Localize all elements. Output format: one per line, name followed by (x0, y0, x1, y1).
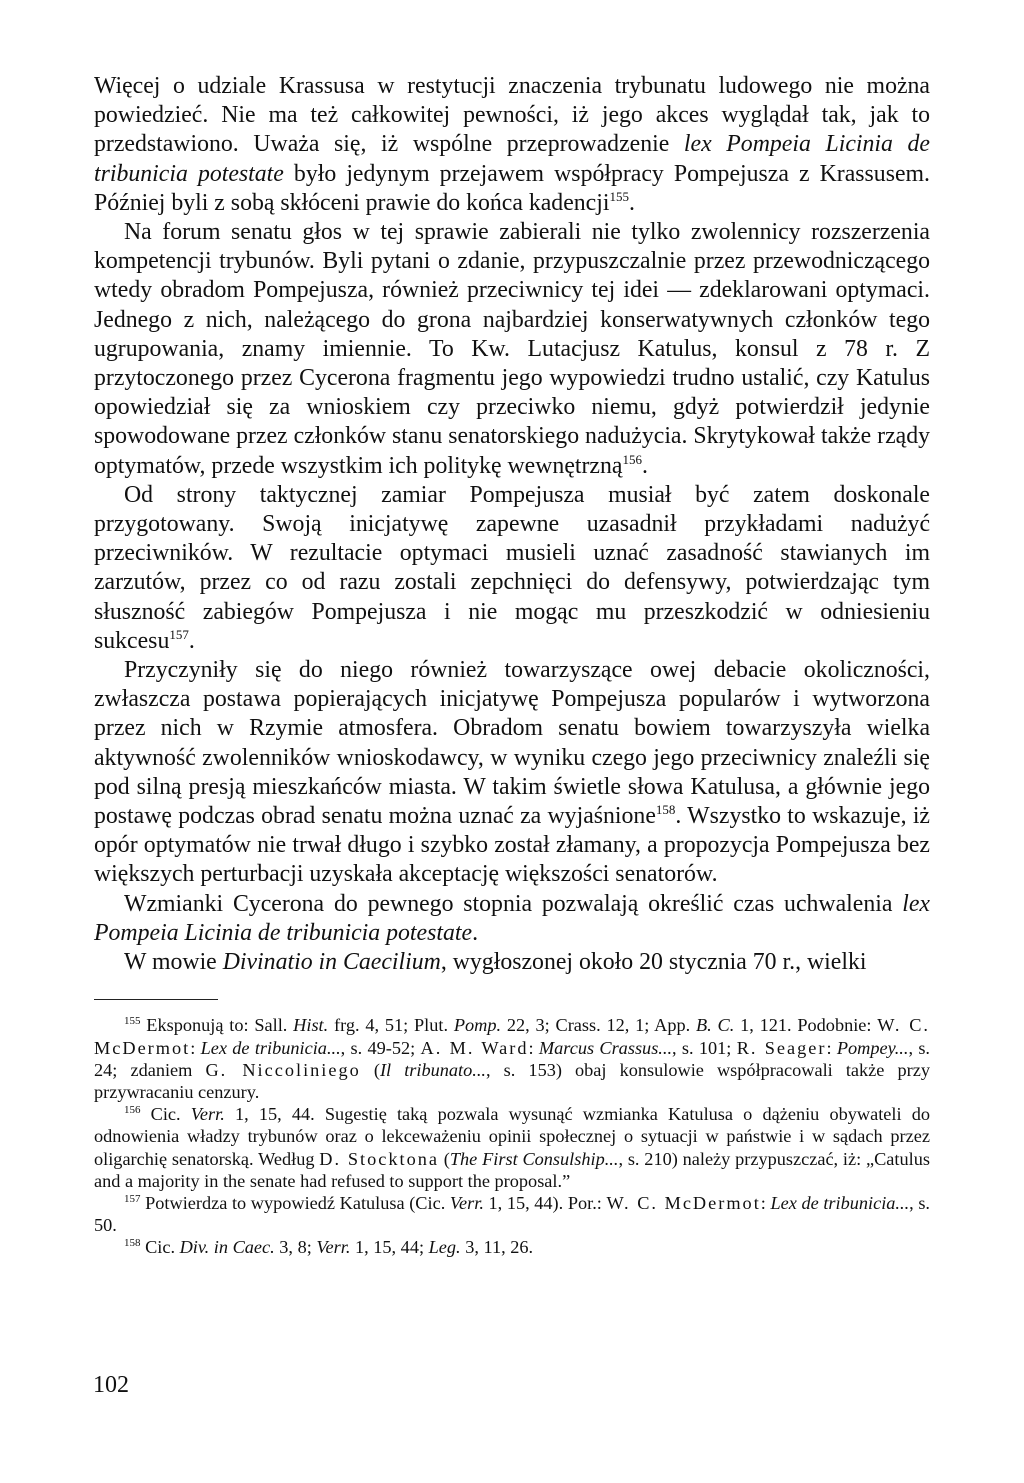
italic-run: Verr. (449, 1192, 484, 1213)
footnote-ref-155[interactable]: 155 (609, 188, 629, 204)
author-name: W. C. McDermot (94, 1015, 930, 1058)
text-run: : (528, 1037, 539, 1058)
paragraph (94, 948, 930, 977)
footnote-number: 156 (124, 1104, 141, 1117)
text-run: 3, 8; (274, 1237, 317, 1258)
text-run: Eksponują to: Sall. (140, 1015, 294, 1036)
paragraph (94, 481, 930, 656)
footnote-158 (94, 1236, 930, 1258)
text-run: 1, 15, 44; (350, 1237, 429, 1258)
text-run: Potwierdza to wypowiedź Katulusa (Cic. (140, 1192, 450, 1213)
main-text (94, 72, 930, 977)
text-run: Przyczyniły się do niego również towarzyszące owej debacie okoliczności, zwłaszcza postawa popierających inicjatywę Pompejusza popularów i wytworzona przez nich w Rzymie atmosfera. Obradom senatu bowiem towarzyszyła wielka aktywność zwolenników wnioskodawcy, w wyniku czego jego przeciwnicy znaleźli się pod silną presją mieszkańców miasta. W takim świetle słowa Katulusa, a głównie jego postawę podczas obrad senatu można uznać za wyjaśnione (94, 657, 930, 830)
author-name: A. M. Ward (420, 1037, 529, 1058)
text-run: . (188, 627, 195, 654)
italic-run: Verr. (316, 1237, 351, 1258)
text-run: Na forum senatu głos w tej sprawie zabierali nie tylko zwolennicy rozszerzenia kompetencji trybunów. Byli pytani o zdanie, przypuszczalnie przez przewodniczącego wtedy obradom Pompejusza, również przeciwnicy tej idei — zdeklarowani optymaci. Jednego z nich, należącego do grona najbardziej konserwatywnych członków tego ugrupowania, znamy imiennie. To Kw. Lutacjusz Katulus, konsul z 78 r. Z przytoczonego przez Cycerona fragmentu jego wypowiedzi trudno ustalić, czy Katulus opowiedział się za wnioskiem czy przeciwko niemu, gdyż potwierdził jedynie spowodowane przez członków stanu senatorskiego nadużycia. Skrytykował także rządy optymatów, przede wszystkim ich politykę wewnętrzną (94, 219, 930, 479)
footnotes (94, 1014, 930, 1258)
italic-run: Il tribunato... (379, 1059, 486, 1080)
paragraph (94, 890, 930, 948)
text-run: . (641, 452, 648, 479)
author-name: G. Niccoliniego (205, 1059, 361, 1080)
text-run: frg. 4, 51; Plut. (328, 1015, 454, 1036)
italic-run: Verr. (190, 1104, 225, 1125)
italic-run: Hist. (293, 1015, 329, 1036)
text-run: 1, 121. Podobnie: (734, 1015, 878, 1036)
text-run: , s. 50. (94, 1192, 930, 1236)
text-run: . (472, 919, 479, 946)
footnote-divider (94, 999, 218, 1000)
italic-run: B. C. (695, 1015, 735, 1036)
text-run: , s. 153) obaj konsulowie współpracowali także przy przywracaniu cenzury. (94, 1059, 930, 1102)
footnote-155 (94, 1014, 930, 1103)
text-run: W mowie (124, 949, 223, 976)
paragraph (94, 656, 930, 890)
italic-run: Divinatio in Caecilium (222, 949, 441, 976)
text-run: . (628, 189, 635, 216)
text-run: Więcej o udziale Krassusa w restytucji znaczenia trybunatu ludowego nie można powiedzieć. Nie ma też całkowitej pewności, iż jego akces wyglądał tak, jak to przedstawiono. Uważa się, iż wspólne przeprowadzenie (94, 73, 930, 158)
text-run: : (190, 1037, 201, 1058)
text-run: , s. 210) należy przypuszczać, iż: „Catulus and a majority in the senate had refused to support the proposal.” (94, 1148, 930, 1191)
paragraph (94, 218, 930, 481)
text-run: , s. 24; zdaniem (94, 1037, 931, 1080)
italic-run: lex Pompeia Licinia de tribunicia potestate (94, 131, 930, 187)
text-run: 22, 3; Crass. 12, 1; App. (501, 1015, 696, 1036)
italic-run: lex Pompeia Licinia de tribunicia potestate (94, 890, 930, 946)
footnote-number: 158 (124, 1237, 141, 1250)
footnote-number: 157 (124, 1192, 141, 1205)
text-run: Cic. (140, 1104, 191, 1125)
footnote-ref-158[interactable]: 158 (655, 802, 676, 818)
page (94, 72, 930, 1259)
italic-run: Lex de tribunicia... (200, 1037, 341, 1058)
text-run: , s. 49-52; (340, 1037, 421, 1058)
footnote-ref-156[interactable]: 156 (622, 451, 642, 467)
author-name: D. Stocktona (319, 1148, 439, 1169)
footnote-157 (94, 1192, 930, 1236)
text-run: 3, 11, 26. (460, 1237, 534, 1258)
italic-run: Pomp. (453, 1015, 502, 1036)
text-run: : (760, 1192, 771, 1213)
footnote-number: 155 (124, 1015, 141, 1028)
text-run: Od strony taktycznej zamiar Pompejusza musiał być zatem doskonale przygotowany. Swoją inicjatywę zapewne uzasadnił przykładami nadużyć przeciwników. W rezultacie optymaci musieli uznać zasadność stawianych im zarzutów, przez co od razu zostali zepchnięci do defensywy, potwierdzając tym słuszność zabiegów Pompejusza i nie mogąc mu przeszkodzić w odniesieniu sukcesu (94, 481, 930, 654)
text-run: ( (438, 1148, 450, 1169)
author-name: W. C. McDermot (606, 1192, 761, 1213)
footnote-ref-157[interactable]: 157 (169, 626, 189, 642)
text-run: : (826, 1037, 837, 1058)
italic-run: Div. in Caec. (179, 1237, 275, 1258)
text-run: Cic. (140, 1237, 180, 1258)
italic-run: Pompey... (836, 1037, 909, 1058)
author-name: R. Seager (736, 1037, 827, 1058)
text-run: było jedynym przejawem współpracy Pompejusza z Krassusem. Później byli z sobą skłóceni prawie do końca kadencji (94, 160, 930, 216)
text-run: Wzmianki Cycerona do pewnego stopnia pozwalają określić czas uchwalenia (124, 890, 903, 917)
text-run: 1, 15, 44). Por.: (483, 1192, 607, 1213)
italic-run: Leg. (428, 1237, 461, 1258)
italic-run: Lex de tribunicia... (770, 1192, 910, 1213)
footnote-156 (94, 1103, 930, 1192)
text-run: , wygłoszonej około 20 stycznia 70 r., wielki (440, 949, 867, 976)
italic-run: The First Consulship... (449, 1148, 619, 1169)
page-number: 102 (93, 1372, 129, 1398)
text-run: ( (360, 1059, 380, 1080)
text-run: 1, 15, 44. Sugestię taką pozwala wysunąć wzmianka Katulusa o dążeniu obywateli do odnowienia władzy trybunów oraz o lekceważeniu opinii społecznej o sytuacji w państwie i w sądach przez oligarchię senatorską. Według (94, 1104, 930, 1169)
text-run: , s. 101; (672, 1037, 737, 1058)
paragraph (94, 72, 930, 218)
italic-run: Marcus Crassus... (538, 1037, 673, 1058)
text-run: . Wszystko to wskazuje, iż opór optymatów nie trwał długo i szybko został złamany, a propozycja Pompejusza bez większych perturbacji uzyskała akceptację większości senatorów. (94, 803, 930, 888)
